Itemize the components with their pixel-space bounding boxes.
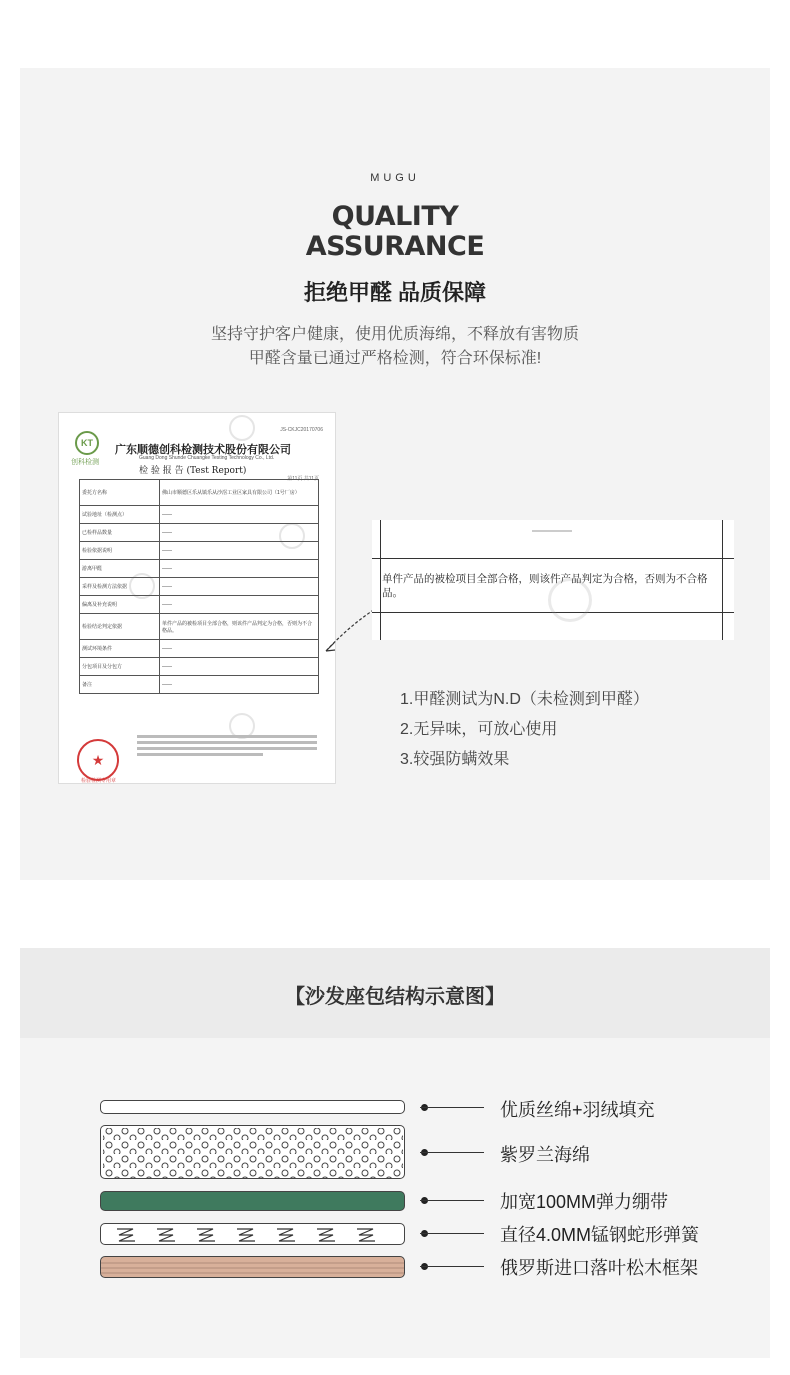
headline-en — [0, 202, 790, 262]
layer-springs — [100, 1223, 405, 1245]
leader-line — [420, 1107, 484, 1108]
headline-cn: 拒绝甲醛 品质保障 — [303, 280, 487, 305]
row-value: —— — [160, 658, 319, 676]
row-label: 分包项目及分包方 — [80, 658, 160, 676]
headline-line-1: QUALITY — [331, 201, 459, 232]
row-value: —— — [160, 524, 319, 542]
seal-text: 检验检测专用章 — [81, 778, 117, 784]
row-value: —— — [160, 560, 319, 578]
table-row — [80, 542, 319, 560]
description-line-1: 坚持守护客户健康，使用优质海绵，不释放有害物质 — [210, 326, 579, 343]
row-value: —— — [160, 578, 319, 596]
report-table — [79, 479, 319, 694]
row-label: 采样及检测方法依据 — [80, 578, 160, 596]
table-row — [80, 506, 319, 524]
test-result-list — [400, 685, 649, 775]
row-label: 备注 — [80, 676, 160, 694]
layer-elastic-band — [100, 1191, 405, 1211]
row-value: 单件产品的被检项目全部合格，则该件产品判定为合格，否则为不合格品。 — [160, 614, 319, 640]
wood-grain-icon — [101, 1257, 405, 1278]
layer-label: 俄罗斯进口落叶松木框架 — [500, 1258, 698, 1278]
row-label: 试验地址（检测点） — [80, 506, 160, 524]
row-label: 委托方名称 — [80, 480, 160, 506]
table-row — [80, 578, 319, 596]
watermark-icon — [229, 415, 255, 441]
report-number: JS-CKJC20170706 — [280, 427, 323, 433]
table-row — [80, 596, 319, 614]
leader-line — [420, 1200, 484, 1201]
row-label: 检验结论判定依据 — [80, 614, 160, 640]
layer-label: 加宽100MM弹力绷带 — [500, 1192, 669, 1212]
row-value: —— — [160, 506, 319, 524]
lab-logo-icon: KT — [75, 431, 99, 455]
row-value: —— — [160, 676, 319, 694]
table-row — [80, 480, 319, 506]
row-label: 测试环境条件 — [80, 640, 160, 658]
row-value: —— — [160, 640, 319, 658]
list-item: 3.较强防螨效果 — [400, 751, 510, 768]
report-page: 第11页 共11页 — [287, 476, 319, 482]
description — [0, 323, 790, 371]
table-row — [80, 614, 319, 640]
description-line-2: 甲醛含量已通过严格检测，符合环保标准! — [248, 350, 542, 367]
table-row — [80, 676, 319, 694]
spring-zigzag-icon — [101, 1224, 405, 1245]
table-row — [80, 524, 319, 542]
headline-line-2: ASSURANCE — [305, 231, 485, 262]
row-label: 游离甲醛 — [80, 560, 160, 578]
table-row — [80, 640, 319, 658]
report-footnotes — [137, 735, 317, 759]
row-value: —— — [160, 596, 319, 614]
row-value: —— — [160, 542, 319, 560]
excerpt-text: 单件产品的被检项目全部合格，则该件产品判定为合格，否则为不合格品。 — [382, 573, 708, 599]
leader-line — [420, 1233, 484, 1234]
row-label: 已检样品数量 — [80, 524, 160, 542]
layer-label: 紫罗兰海绵 — [500, 1145, 590, 1165]
sponge-pattern-icon — [101, 1126, 405, 1179]
list-item: 1.甲醛测试为N.D（未检测到甲醛） — [400, 691, 649, 708]
report-title: 检 验 报 告 (Test Report) — [139, 466, 247, 476]
lab-company-name-en: Guang Dong Shunde Chuangke Testing Technology Co., Ltd. — [139, 455, 275, 461]
lab-company-name: 广东顺德创科检测技术股份有限公司 — [115, 443, 291, 456]
row-label: 检验依据说明 — [80, 542, 160, 560]
structure-title: 【沙发座包结构示意图】 — [285, 986, 505, 1008]
layer-sponge — [100, 1125, 405, 1179]
table-row — [80, 560, 319, 578]
table-row — [80, 658, 319, 676]
layer-wood-frame — [100, 1256, 405, 1278]
list-item: 2.无异味，可放心使用 — [400, 721, 558, 738]
layer-label: 直径4.0MM锰钢蛇形弹簧 — [500, 1225, 700, 1245]
report-excerpt-zoom — [372, 520, 734, 640]
row-value: 佛山市顺德区乐从镇乐从沙滘工业区家具有限公司（1号厂房） — [160, 480, 319, 506]
brand-name: MUGU — [370, 172, 420, 184]
lab-logo-text: 创科检测 — [71, 459, 99, 466]
test-report-image — [58, 412, 336, 784]
row-label: 偏离及补充说明 — [80, 596, 160, 614]
layer-label: 优质丝绵+羽绒填充 — [500, 1100, 655, 1120]
leader-line — [420, 1266, 484, 1267]
leader-line — [420, 1152, 484, 1153]
official-seal: ★ — [77, 739, 119, 781]
layer-silk-down — [100, 1100, 405, 1114]
